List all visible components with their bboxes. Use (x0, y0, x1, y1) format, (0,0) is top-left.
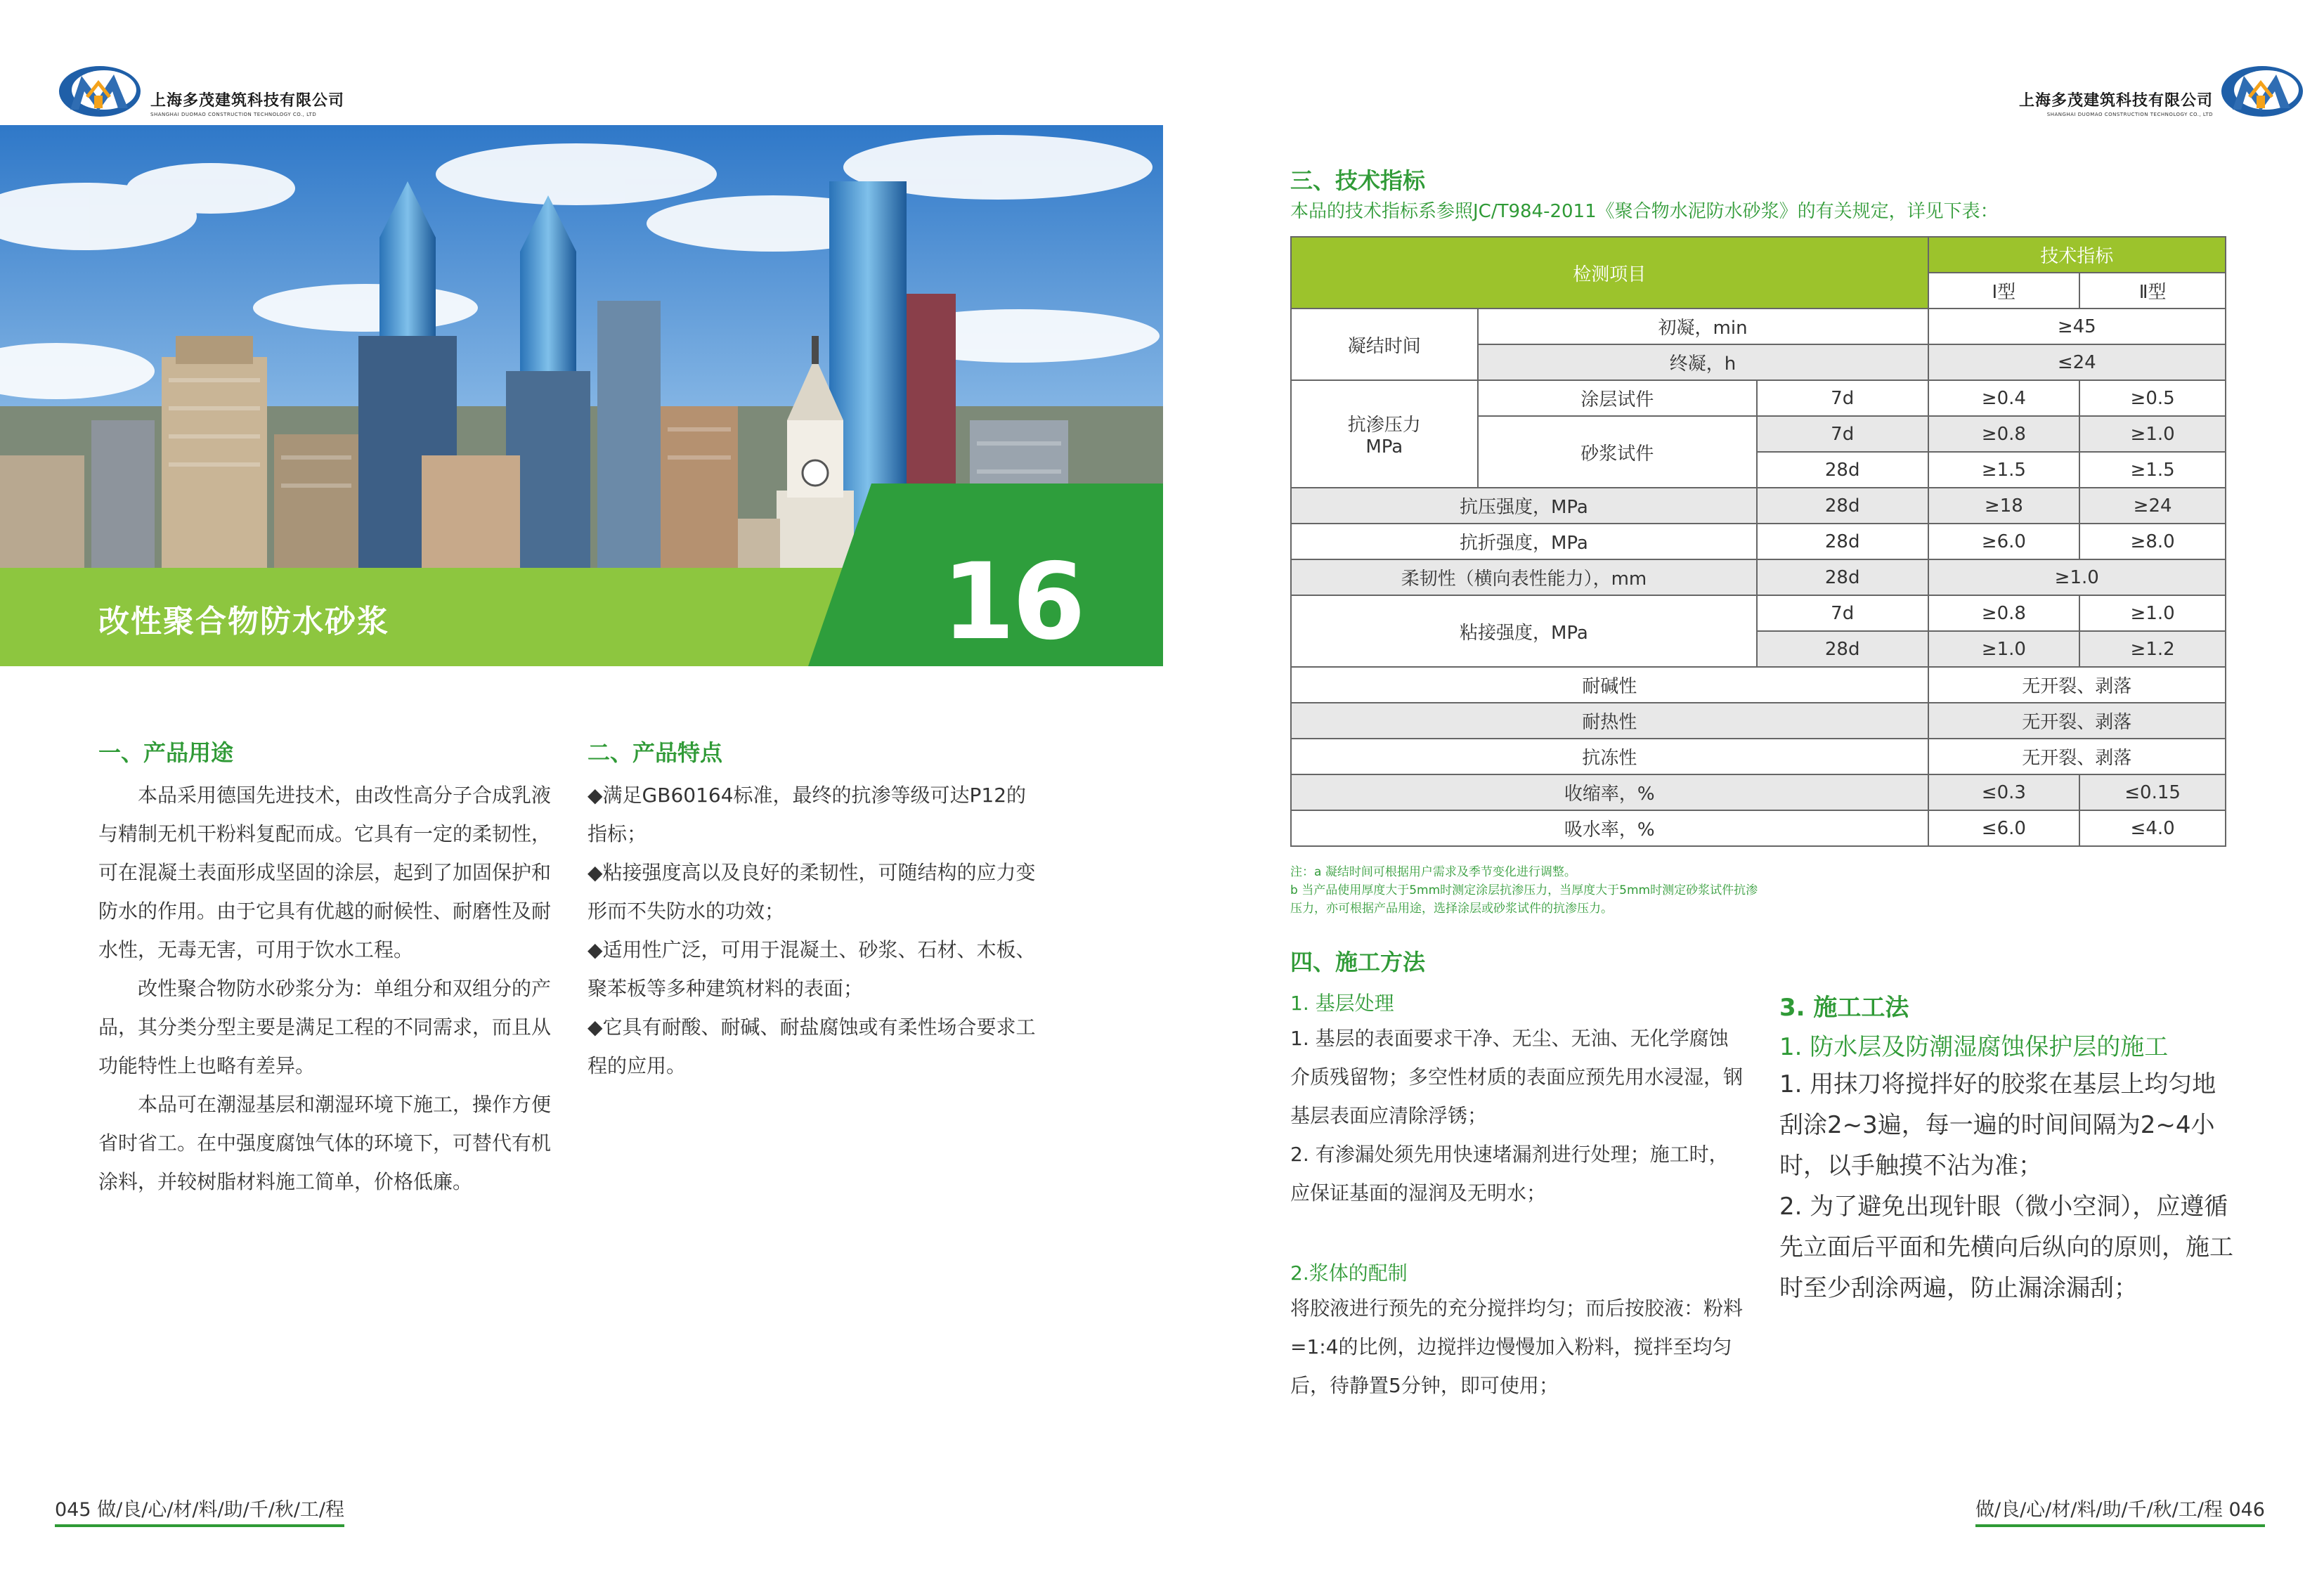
cell-flexibility-age: 28d (1757, 559, 1928, 595)
header-test-item: 检测项目 (1291, 237, 1928, 309)
process-body (1779, 1064, 2238, 1309)
table-row (1291, 237, 2226, 273)
cell-compress-v2: ≥24 (2079, 488, 2226, 524)
cell-flex-v2: ≥8.0 (2079, 524, 2226, 559)
base-item-1: 1. 基层的表面要求干净、无尘、无油、无化学腐蚀介质残留物；多空性材质的表面应预先用水浸湿，钢基层表面应清除浮锈； (1290, 1027, 1744, 1127)
slurry-body (1290, 1289, 1747, 1405)
table-row (1291, 739, 2226, 774)
cell-final-value: ≤24 (1928, 344, 2226, 380)
product-title: 改性聚合物防水砂浆 (98, 604, 389, 640)
cell-flex-age: 28d (1757, 524, 1928, 559)
cell-imperm (1291, 380, 1478, 488)
footer-slogan-right: 做/良/心/材/料/助/千/秋/工/程 (1975, 1499, 2223, 1521)
page-number-left: 045 (55, 1499, 91, 1521)
usage-paragraph-2: 改性聚合物防水砂浆分为：单组分和双组分的产品，其分类分型主要是满足工程的不同需求，而且从功能特性上也略有差异。 (98, 977, 552, 1077)
construction-section-title: 四、施工方法 (1290, 949, 1426, 975)
feature-item-2: ◆粘接强度高以及良好的柔韧性，可随结构的应力变形而不失防水的功效； (588, 861, 1036, 923)
feature-item-3: ◆适用性广泛，可用于混凝土、砂浆、石材、木板、聚苯板等多种建筑材料的表面； (588, 938, 1036, 1000)
cell-mortar-a1-v2: ≥1.0 (2079, 416, 2226, 452)
footer-right (1975, 1494, 2265, 1530)
cell-compress-age: 28d (1757, 488, 1928, 524)
cell-shrink-v1: ≤0.3 (1928, 774, 2080, 810)
table-row (1291, 309, 2226, 344)
slurry-title: 2.浆体的配制 (1290, 1261, 1408, 1285)
cell-bond-a1-v1: ≥0.8 (1928, 595, 2080, 631)
cell-mortar-a2-v2: ≥1.5 (2079, 452, 2226, 488)
process-subtitle: 1. 防水层及防潮湿腐蚀保护层的施工 (1779, 1033, 2169, 1061)
process-item-2: 2. 为了避免出现针眼（微小空洞），应遵循先立面后平面和先横向后纵向的原则，施工时至少刮涂两遍，防止漏涂漏刮； (1779, 1193, 2233, 1302)
cell-mortar: 砂浆试件 (1478, 416, 1757, 488)
cell-bond-a2-v2: ≥1.2 (2079, 631, 2226, 667)
footer-underline-left (55, 1524, 344, 1527)
page-number-right: 046 (2228, 1499, 2265, 1521)
tech-section-intro: 本品的技术指标系参照JC/T984-2011《聚合物水泥防水砂浆》的有关规定，详见下表： (1290, 201, 1999, 222)
base-item-2: 2. 有渗漏处须先用快速堵漏剂进行处理；施工时，应保证基面的湿润及无明水； (1290, 1143, 1729, 1205)
cell-coat-age: 7d (1757, 380, 1928, 416)
cell-flexibility: 柔韧性（横向表性能力），mm (1291, 559, 1757, 595)
cell-final: 终凝，h (1478, 344, 1928, 380)
feature-item-4: ◆它具有耐酸、耐碱、耐盐腐蚀或有柔性场合要求工程的应用。 (588, 1015, 1036, 1077)
header-type-2: Ⅱ型 (2079, 273, 2226, 309)
process-item-1: 1. 用抹刀将搅拌好的胶浆在基层上均匀地刮涂2~3遍，每一遍的时间间隔为2~4小时，以手触摸不沾为准； (1779, 1070, 2216, 1180)
header-type-1: Ⅰ型 (1928, 273, 2080, 309)
table-row (1291, 488, 2226, 524)
table-row (1291, 774, 2226, 810)
cell-alkali-value: 无开裂、剥落 (1928, 667, 2226, 703)
cell-initial-value: ≥45 (1928, 309, 2226, 344)
table-row (1291, 667, 2226, 703)
process-title: 3. 施工工法 (1779, 994, 1909, 1022)
cell-compress: 抗压强度，MPa (1291, 488, 1757, 524)
product-number: 16 (942, 541, 1083, 663)
cell-flexibility-value: ≥1.0 (1928, 559, 2226, 595)
footer-left (55, 1494, 344, 1530)
usage-paragraph-3: 本品可在潮湿基层和潮湿环境下施工，操作方便省时省工。在中强度腐蚀气体的环境下，可替代有机涂料，并较树脂材料施工简单，价格低廉。 (98, 1093, 552, 1193)
tech-spec-table (1290, 236, 2226, 847)
feature-item-1: ◆满足GB60164标准，最终的抗渗等级可达P12的指标； (588, 784, 1027, 845)
header-tech-index: 技术指标 (1928, 237, 2226, 273)
cell-absorb-v1: ≤6.0 (1928, 810, 2080, 846)
cell-absorb-v2: ≤4.0 (2079, 810, 2226, 846)
note-line-2: b 当产品使用厚度大于5mm时测定涂层抗渗压力，当厚度大于5mm时测定砂浆试件抗渗 (1290, 883, 1758, 897)
usage-paragraph-1: 本品采用德国先进技术，由改性高分子合成乳液与精制无机干粉料复配而成。它具有一定的柔韧性，可在混凝土表面形成坚固的涂层，起到了加固保护和防水的作用。由于它具有优越的耐候性、耐磨性及耐水性，无毒无害，可用于饮水工程。 (98, 784, 552, 961)
cell-mortar-age2: 28d (1757, 452, 1928, 488)
slurry-text: 将胶液进行预先的充分搅拌均匀；而后按胶液：粉料=1:4的比例，边搅拌边慢慢加入粉料，搅拌至均匀后，待静置5分钟，即可使用； (1290, 1297, 1744, 1397)
cell-initial: 初凝，min (1478, 309, 1928, 344)
cell-imperm-label: 抗渗压力 (1347, 415, 1421, 436)
features-section-body (588, 776, 1046, 1085)
usage-section-title: 一、产品用途 (98, 739, 234, 766)
note-line-3: 压力，亦可根据产品用途，选择涂层或砂浆试件的抗渗压力。 (1290, 902, 1613, 916)
brand-header-right (2019, 55, 2309, 122)
base-treatment-body (1290, 1019, 1747, 1212)
cell-freeze: 抗冻性 (1291, 739, 1928, 774)
cell-bond-age1: 7d (1757, 595, 1928, 631)
table-row (1291, 703, 2226, 739)
base-treatment-title: 1. 基层处理 (1290, 992, 1394, 1015)
cell-coat-v1: ≥0.4 (1928, 380, 2080, 416)
cell-mortar-a1-v1: ≥0.8 (1928, 416, 2080, 452)
cell-bond-age2: 28d (1757, 631, 1928, 667)
company-logo-icon (55, 55, 146, 122)
cell-flex-v1: ≥6.0 (1928, 524, 2080, 559)
cell-coat: 涂层试件 (1478, 380, 1757, 416)
brand-name-en: SHANGHAI DUOMAO CONSTRUCTION TECHNOLOGY CO., LTD (150, 111, 317, 117)
brand-name-cn: 上海多茂建筑科技有限公司 (2018, 91, 2213, 110)
footer-underline-right (1975, 1524, 2265, 1527)
cell-mortar-a2-v1: ≥1.5 (1928, 452, 2080, 488)
cell-bond: 粘接强度，MPa (1291, 595, 1757, 667)
cell-imperm-unit: MPa (1365, 436, 1403, 457)
cell-absorb: 吸水率，% (1291, 810, 1928, 846)
brand-name-en: SHANGHAI DUOMAO CONSTRUCTION TECHNOLOGY CO., LTD (2046, 111, 2213, 117)
usage-section-body (98, 776, 551, 1201)
cell-shrink-v2: ≤0.15 (2079, 774, 2226, 810)
brand-header-left (55, 55, 344, 122)
features-section-title: 二、产品特点 (588, 739, 723, 766)
cell-mortar-age1: 7d (1757, 416, 1928, 452)
brand-name-cn: 上海多茂建筑科技有限公司 (150, 91, 345, 110)
cell-flex: 抗折强度，MPa (1291, 524, 1757, 559)
cell-compress-v1: ≥18 (1928, 488, 2080, 524)
cell-bond-a2-v1: ≥1.0 (1928, 631, 2080, 667)
table-notes (1290, 863, 1758, 918)
cell-shrink: 收缩率，% (1291, 774, 1928, 810)
cell-alkali: 耐碱性 (1291, 667, 1928, 703)
note-line-1: 注：a 凝结时间可根据用户需求及季节变化进行调整。 (1290, 865, 1576, 879)
table-row (1291, 524, 2226, 559)
table-row (1291, 380, 2226, 416)
cell-freeze-value: 无开裂、剥落 (1928, 739, 2226, 774)
cell-bond-a1-v2: ≥1.0 (2079, 595, 2226, 631)
footer-slogan-left: 做/良/心/材/料/助/千/秋/工/程 (97, 1499, 345, 1521)
cell-heat-value: 无开裂、剥落 (1928, 703, 2226, 739)
tech-section-title: 三、技术指标 (1290, 167, 1426, 194)
cell-setting: 凝结时间 (1291, 309, 1478, 380)
company-logo-icon (2217, 55, 2309, 122)
table-row (1291, 595, 2226, 631)
cell-coat-v2: ≥0.5 (2079, 380, 2226, 416)
cell-heat: 耐热性 (1291, 703, 1928, 739)
table-row (1291, 559, 2226, 595)
table-row (1291, 810, 2226, 846)
